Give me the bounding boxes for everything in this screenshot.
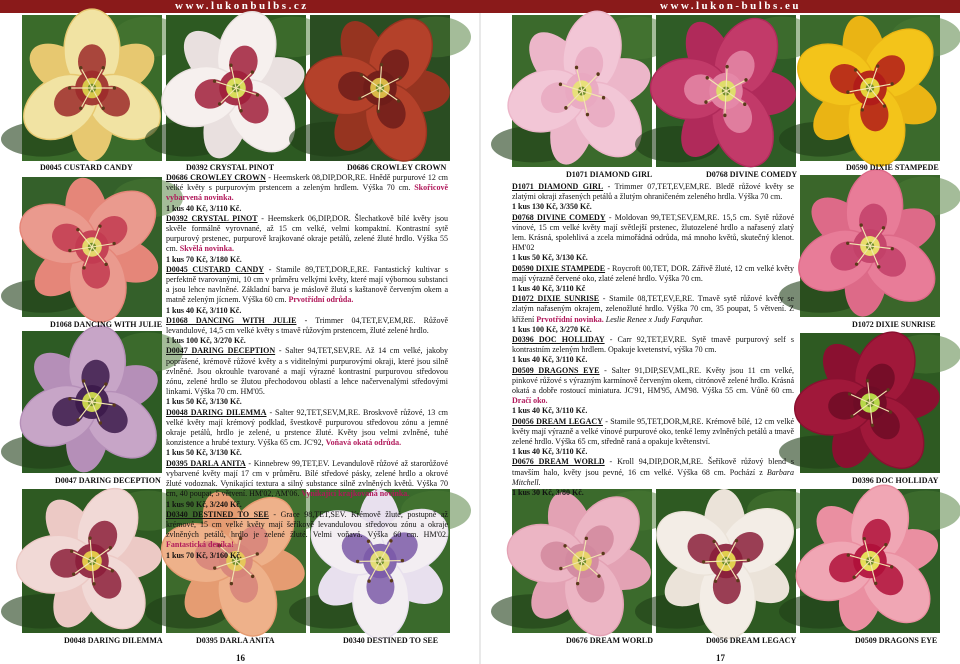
entry-name: D0686 CROWLEY CROWN (166, 173, 266, 182)
entry-highlight: Skvělá novinka. (179, 244, 235, 254)
entry-description: - Trimmer 04,TET,EV,EM,RE. Růžově levandulové, 14,5 cm velké květy s tmavě růžovým prstencem, žluté zelené hrdlo. (166, 315, 448, 336)
caption-dancing-with-julie: D1068 DANCING WITH JULIE (50, 320, 163, 329)
left-site-url[interactable]: www.lukonbulbs.cz (175, 0, 309, 12)
entry-left-0 (166, 173, 448, 204)
caption-diamond-girl: D1071 DIAMOND GIRL (566, 170, 653, 179)
entry-price: 1 kus 100 Kč, 3/270 Kč. (512, 324, 592, 334)
entry-description: - Kinnebrew 99,TET,EV. Levandulově růžové až starorůžové vybarvené květy mají 17 cm v průměru. Bílé středové pásky, zelené hrdlo a okrové žluté vodoznak. Vynikající textura a silný substance silně zvlněných květů. Výška 70 cm, 40 poupat, 5 větvení. HM'02, AM'06. (166, 458, 448, 499)
entry-price: 1 kus 30 Kč, 3/80 Kč. (512, 488, 584, 498)
entry-left-3 (166, 316, 448, 336)
flower-illustration (800, 489, 940, 633)
entry-description: - Roycroft 00,TET, DOR. Zářivě žluté, 12 cm velké květy mají výrazně červené oko, zlaté zelené hrdlo. Výška 70 cm. (512, 263, 795, 283)
flower-illustration (512, 489, 652, 633)
entry-price: 1 kus 70 Kč, 3/180 Kč. (166, 254, 242, 264)
photo-doc-holliday (800, 333, 940, 473)
entry-description: - Moldovan 99,TET,SEV,EM,RE. 15,5 cm. Sytě růžové vínové, 15 cm velké květy mají světlejší prstenec, žlutozelené hrdlo a nařasený zlatý lem. Krásná, spolehlivá a zcela mimořádná odrůda, má mnoho květů, skutečný klenot. HM'02 (512, 212, 794, 253)
entry-price: 1 kus 90 Kč, 3/240 Kč. (166, 499, 242, 509)
caption-daring-deception: D0047 DARING DECEPTION (55, 476, 161, 485)
entry-highlight: Vynikající krajkovaná novinka. (301, 489, 410, 499)
photo-diamond-girl (512, 15, 652, 167)
entry-price: 1 kus 40 Kč, 3/110 Kč. (166, 203, 242, 213)
photo-dixie-sunrise (800, 175, 940, 317)
entry-name: D0048 DARING DILEMMA (166, 407, 267, 417)
entry-description: - Heemskerk 08,DIP,DOR,RE. Hnědě purpurové 12 cm velké květy s purpurovým prstencem a zeleným hrdlem. Výška 70 cm. (166, 173, 449, 193)
caption-divine-comedy: D0768 DIVINE COMEDY (706, 170, 798, 179)
entry-description: - Kroll 94,DIP,DOR,M,RE. Šeříkově růžový blend s tmavším halo, květy jsou pevné, 16 cm velké. Výška 68 cm. Pochází z (512, 457, 794, 477)
photo-crowley-crown (310, 15, 450, 161)
entry-description: - Stamile 89,TET,DOR,E,RE. Fantastický kultivar s perfektně tvarovanými, 10 cm v průměru velkými květy, které mají výbornou substanci a jsou lehce navlněné. Základní barva je máslově žlutá s kaštanově červeným okem a matně zeleným jícnem. Výška 60 cm. (166, 264, 448, 305)
photo-dragons-eye (800, 489, 940, 633)
flower-illustration (800, 175, 940, 317)
entry-left-4 (166, 346, 448, 397)
entry-name: D0045 CUSTARD CANDY (166, 264, 265, 274)
entry-price: 1 kus 40 Kč, 3/110 Kč. (512, 355, 588, 365)
caption-custard-candy: D0045 CUSTARD CANDY (40, 163, 133, 172)
entry-price: 1 kus 50 Kč, 3/130 Kč. (166, 448, 242, 458)
entry-price: 1 kus 50 Kč, 3/130 Kč. (512, 253, 588, 263)
entry-name: D0392 CRYSTAL PINOT (166, 213, 258, 223)
flower-illustration (22, 15, 162, 161)
photo-daring-deception (22, 331, 162, 473)
entry-price: 1 kus 130 Kč, 3/350 Kč. (512, 202, 592, 212)
entry-highlight: Prvotřídní odrůda. (288, 295, 354, 305)
caption-dream-world: D0676 DREAM WORLD (566, 636, 653, 645)
caption-darla-anita: D0395 DARLA ANITA (196, 636, 275, 645)
entry-description: - Stamile 08,TET,EV,E,RE. Tmavě sytě růžové květy se zlatým nařaseným okrajem, zelenožluté hrdlo. Výška 70 cm, 35 poupat, 5 větvení. Z křížení (512, 294, 794, 324)
caption-dragons-eye: D0509 DRAGONS EYE (855, 636, 938, 645)
caption-dixie-sunrise: D1072 DIXIE SUNRISE (852, 320, 936, 329)
entry-right-4 (512, 335, 794, 355)
entry-description: - Carr 92,TET,EV,RE. Sytě tmavě purpurový self s kontrastním zeleným hrdlem. Opakuje kvetenství, výška 70 cm. (512, 335, 794, 355)
entry-name: D0047 DARING DECEPTION (166, 346, 276, 356)
entry-name: D1068 DANCING WITH JULIE (166, 315, 297, 325)
entry-price: 1 kus 40 Kč, 3/110 Kč (512, 284, 586, 294)
entry-right-6 (512, 417, 794, 448)
entry-name: D0340 DESTINED TO SEE (166, 509, 269, 519)
entry-price: 1 kus 100 Kč, 3/270 Kč. (166, 336, 246, 346)
right-site-url[interactable]: www.lukon-bulbs.eu (660, 0, 801, 12)
caption-crystal-pinot: D0392 CRYSTAL PINOT (186, 163, 275, 172)
flower-illustration (656, 15, 796, 167)
entry-name: D0056 DREAM LEGACY (512, 416, 603, 426)
entry-parentage: Barbara Mitchell. (512, 467, 794, 487)
entry-description: - Grace 98,TET,SEV. Krémově žluté, postupně až krémové, 15 cm velké květy mají šeříkově levandulovou středovou zónu a okraje zvlněných petálů, hrdlo je zelené žluté. Velmi voňavá. Výška 60 cm. HM'02. (166, 509, 448, 540)
flower-illustration (512, 15, 652, 167)
photo-dixie-stampede (800, 15, 940, 161)
entry-description: - Trimmer 07,TET,EV,EM,RE. Bledě růžové květy se zlatými okraji zřasených petálů a žlutým ohraničeném zeleného hrdla. Výška 70 cm. (512, 182, 794, 202)
entry-description: - Salter 91,DIP,SEV,ML,RE. Květy jsou 11 cm velké, pinkové růžové s výrazným karmínově červeným okem, citrónově zelené hrdlo. Krásná okatá a dobře rostoucí miniatura. JC'91, HM'95, AM'98. Výška 55 cm. Vůně 60 cm. (512, 365, 795, 396)
caption-crowley-crown: D0686 CROWLEY CROWN (347, 163, 447, 172)
entry-right-0 (512, 182, 794, 202)
entry-name: D0768 DIVINE COMEDY (512, 212, 606, 222)
caption-doc-holliday: D0396 DOC HOLLIDAY (852, 476, 939, 485)
flower-illustration (22, 489, 162, 633)
entry-left-6 (166, 459, 448, 500)
photo-custard-candy (22, 15, 162, 161)
right-description-column (512, 182, 795, 498)
entry-highlight: Skořicově vybarvená novinka. (166, 183, 448, 203)
entry-left-5 (166, 408, 448, 449)
entry-description: - Heemskerk 06,DIP,DOR. Šlechatkově bílé květy jsou skvěle formálně vyrovnané, až 15 cm velké, velmi kompaktní. Kontrastní sytě purpurový prstenec, purpurově krajkované okraje petálů, zelené žluté hrdlo. Výška 55 cm. (166, 213, 448, 254)
header-bar (0, 0, 960, 13)
entry-price: 1 kus 40 Kč, 3/110 Kč. (512, 406, 588, 416)
entry-highlight: Fantastická deníka! (166, 540, 234, 550)
caption-dream-legacy: D0056 DREAM LEGACY (706, 636, 797, 645)
flower-illustration (800, 333, 940, 473)
flower-illustration (310, 15, 450, 161)
entry-highlight: Voňavá okatá odrůda. (325, 438, 402, 448)
left-description-column (166, 173, 449, 560)
entry-description: - Salter 92,TET,SEV,M,RE. Broskvově růžové, 13 cm velké květy mají krémový podklad, švestkově purpurovou středovou zónu a jemné okraje petálů, hrdlo je zelené, u prstence žluté. Květy jsou velmi zvlněné, tuhé konzistence a hrubé textury. Výška 65 cm. JC'92, (166, 407, 448, 448)
entry-name: D0396 DOC HOLLIDAY (512, 335, 605, 345)
page-number-right: 17 (716, 653, 725, 663)
entry-price: 1 kus 50 Kč, 3/130 Kč. (166, 397, 242, 407)
flower-illustration (22, 177, 162, 317)
entry-right-1 (512, 213, 794, 254)
photo-dream-legacy (656, 489, 796, 633)
entry-right-7 (512, 457, 794, 488)
entry-price: 1 kus 40 Kč, 3/110 Kč. (512, 447, 588, 457)
flower-illustration (800, 15, 940, 161)
page-gutter (479, 13, 481, 664)
photo-dancing-with-julie (22, 177, 162, 317)
photo-dream-world (512, 489, 652, 633)
photo-divine-comedy (656, 15, 796, 167)
caption-destined-to-see: D0340 DESTINED TO SEE (343, 636, 439, 645)
entry-name: D1071 DIAMOND GIRL (512, 182, 604, 191)
entry-right-5 (512, 366, 794, 407)
entry-name: D0590 DIXIE STAMPEDE (512, 263, 606, 273)
photo-crystal-pinot (166, 15, 306, 161)
flower-illustration (656, 489, 796, 633)
photo-daring-dilemma (22, 489, 162, 633)
entry-right-2 (512, 264, 794, 284)
entry-left-2 (166, 265, 448, 306)
entry-highlight: Prvotřídní novinka. (536, 314, 604, 324)
entry-description: - Salter 94,TET,SEV,RE. Až 14 cm velké, jakoby poprášené, krémově růžové květy a s viditelnými purpurovými okraji, které jsou silně zvlněné. Jsou okrouhle tvarované a mají výrazné kontrastní purpurovou středovou zónu, zelené hrdlo se žlutou přechodovou oblastí a lehce načervenalými středovými linkami. Výška 70 cm. HM'05. (166, 346, 448, 397)
entry-description: - Stamile 95,TET,DOR,M,RE. Krémově bílé, 12 cm velké květy mají výrazně a velké vínové purpurové oko, tenké lemy zvlněných petálů a tmavě zelené hrdlo. Výška 65 cm, středně raná a opakuje květenství. (512, 416, 794, 447)
flower-illustration (166, 15, 306, 161)
flower-illustration (22, 331, 162, 473)
entry-price: 1 kus 70 Kč, 3/160 Kč. (166, 550, 242, 560)
caption-dixie-stampede: D0590 DIXIE STAMPEDE (846, 163, 939, 172)
entry-parentage: Leslie Renee x Judy Farquhar. (605, 314, 704, 324)
entry-name: D0509 DRAGONS EYE (512, 365, 600, 375)
entry-right-3 (512, 294, 794, 325)
entry-left-7 (166, 510, 448, 551)
entry-highlight: Dračí oko. (512, 396, 548, 406)
entry-price: 1 kus 40 Kč, 3/110 Kč. (166, 305, 242, 315)
page-number-left: 16 (236, 653, 245, 663)
entry-left-1 (166, 214, 448, 255)
caption-daring-dilemma: D0048 DARING DILEMMA (64, 636, 163, 645)
entry-name: D0676 DREAM WORLD (512, 457, 605, 467)
entry-name: D0395 DARLA ANITA (166, 458, 246, 468)
entry-name: D1072 DIXIE SUNRISE (512, 294, 600, 304)
